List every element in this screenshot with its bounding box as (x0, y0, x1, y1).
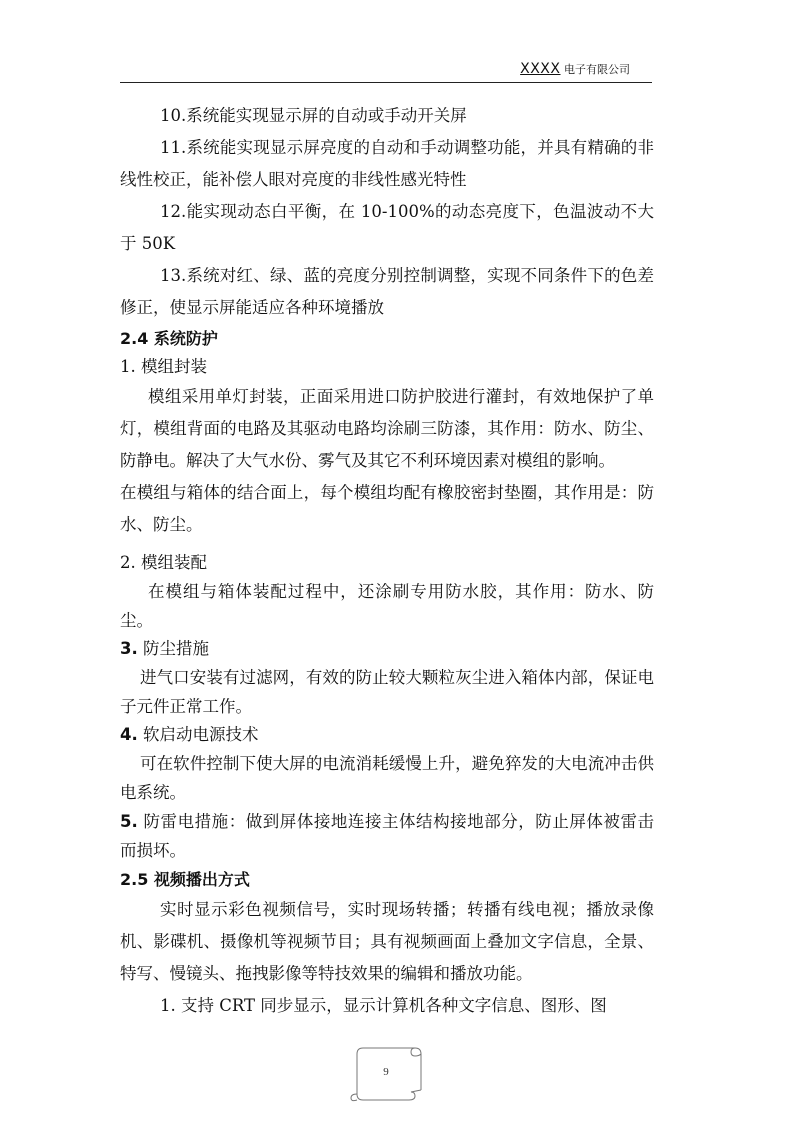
section-2-5-item-1: 1. 支持 CRT 同步显示，显示计算机各种文字信息、图形、图 (160, 996, 607, 1015)
page-number: 9 (383, 1066, 389, 1078)
page-footer (349, 1046, 423, 1102)
paragraph-11: 11.系统能实现显示屏亮度的自动和手动调整功能，并具有精确的非线性校正，能补偿人眼对亮度的非线性感光特性 (120, 138, 654, 189)
company-name-rest: 电子有限公司 (564, 63, 630, 76)
item-4-number: 4. (120, 725, 138, 744)
item-4-title (120, 721, 654, 749)
section-heading-2-5: 2.5 视频播出方式 (120, 870, 250, 889)
paragraph-13: 13.系统对红、绿、蓝的亮度分别控制调整，实现不同条件下的色差修正，使显示屏能适应各种环境播放 (120, 266, 654, 317)
spacer (120, 541, 654, 549)
item-5-number: 5. (120, 812, 138, 831)
section-heading-2-4: 2.4 系统防护 (120, 329, 218, 348)
item-2-body: 在模组与箱体装配过程中，还涂刷专用防水胶，其作用：防水、防尘。 (120, 582, 654, 630)
page-header (120, 60, 652, 83)
company-name (520, 61, 630, 77)
item-4-body: 可在软件控制下使大屏的电流消耗缓慢上升，避免猝发的大电流冲击供电系统。 (120, 754, 654, 802)
item-5-body: 防雷电措施：做到屏体接地连接主体结构接地部分，防止屏体被雷击而损坏。 (120, 812, 654, 860)
company-name-strong: XXXX (520, 61, 561, 77)
item-2-title: 2. 模组装配 (120, 553, 207, 572)
item-3-number: 3. (120, 639, 138, 658)
paragraph-10: 10.系统能实现显示屏的自动或手动开关屏 (160, 106, 467, 125)
paragraph-12: 12.能实现动态白平衡，在 10-100%的动态亮度下，色温波动不大于 50K (120, 202, 654, 253)
item-1-title: 1. 模组封装 (120, 357, 207, 376)
item-3-title (120, 635, 654, 663)
item-3-title-text: 防尘措施 (137, 639, 209, 658)
item-5 (120, 807, 654, 865)
item-4-title-text: 软启动电源技术 (137, 725, 259, 744)
item-1-body: 模组采用单灯封装，正面采用进口防护胶进行灌封，有效地保护了单灯，模组背面的电路及其驱动电路均涂刷三防漆，其作用：防水、防尘、防静电。解决了大气水份、雾气及其它不利环境因素对模组的影响。 (120, 387, 654, 470)
section-2-5-body: 实时显示彩色视频信号，实时现场转播；转播有线电视；播放录像机、影碟机、摄像机等视频节目；具有视频画面上叠加文字信息，全景、特写、慢镜头、拖拽影像等特技效果的编辑和播放功能。 (120, 900, 654, 983)
document-body (120, 100, 654, 1022)
item-3-body: 进气口安装有过滤网，有效的防止较大颗粒灰尘进入箱体内部，保证电子元件正常工作。 (120, 668, 654, 716)
item-1-body-2: 在模组与箱体的结合面上，每个模组均配有橡胶密封垫圈，其作用是：防水、防尘。 (120, 483, 654, 534)
